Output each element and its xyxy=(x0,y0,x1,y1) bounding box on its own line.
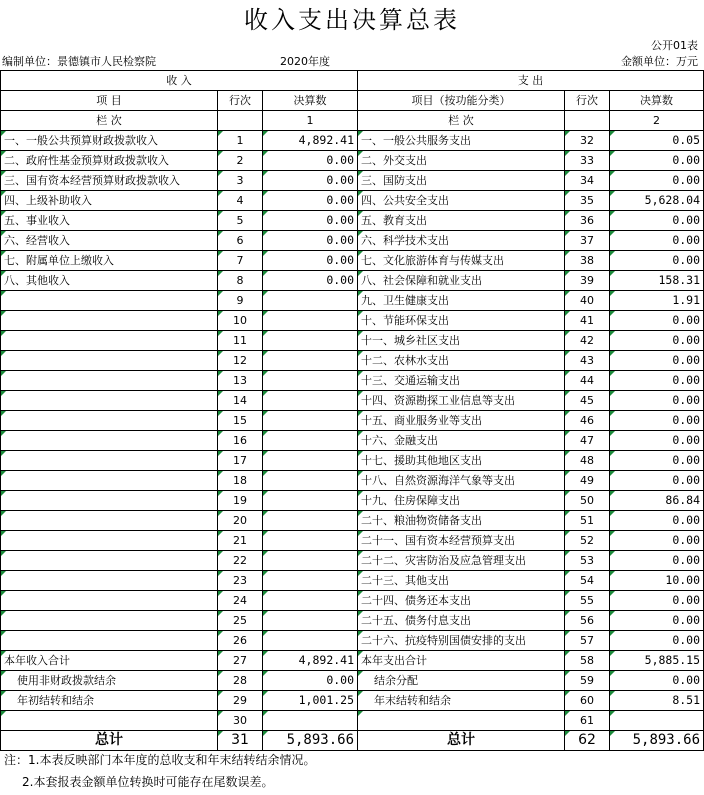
form-number: 公开01表 xyxy=(651,39,698,52)
income-header: 收 入 xyxy=(1,71,358,91)
income-row-no: 3 xyxy=(218,171,263,191)
income-amount xyxy=(263,631,358,651)
expense-row-no: 45 xyxy=(565,391,610,411)
expense-item: 十三、交通运输支出 xyxy=(358,371,565,391)
expense-amount: 0.00 xyxy=(610,671,704,691)
expense-amount: 5,628.04 xyxy=(610,191,704,211)
income-item xyxy=(1,511,218,531)
table-row xyxy=(1,551,704,571)
income-amount xyxy=(263,371,358,391)
expense-row-no: 53 xyxy=(565,551,610,571)
table-row xyxy=(1,691,704,711)
expense-amount: 0.00 xyxy=(610,151,704,171)
expense-amount: 0.00 xyxy=(610,331,704,351)
income-amount xyxy=(263,311,358,331)
income-amount xyxy=(263,511,358,531)
income-amount xyxy=(263,331,358,351)
income-item: 一、一般公共预算财政拨款收入 xyxy=(1,131,218,151)
table-row xyxy=(1,211,704,231)
expense-amount: 0.00 xyxy=(610,211,704,231)
expense-amount: 0.00 xyxy=(610,531,704,551)
income-total-amount: 5,893.66 xyxy=(263,731,358,751)
income-item xyxy=(1,551,218,571)
note-2: 2.本套报表金额单位转换时可能存在尾数误差。 xyxy=(22,775,274,789)
income-item xyxy=(1,571,218,591)
expense-item: 三、国防支出 xyxy=(358,171,565,191)
income-item xyxy=(1,431,218,451)
table-row xyxy=(1,171,704,191)
expense-row-no: 56 xyxy=(565,611,610,631)
report-title: 收入支出决算总表 xyxy=(244,6,460,34)
income-row-no: 22 xyxy=(218,551,263,571)
note-1: 注：1.本表反映部门本年度的总收支和年末结转结余情况。 xyxy=(4,753,316,767)
table-row xyxy=(1,571,704,591)
expense-item: 结余分配 xyxy=(358,671,565,691)
income-amount: 0.00 xyxy=(263,231,358,251)
table-row xyxy=(1,491,704,511)
income-row-no: 9 xyxy=(218,291,263,311)
income-row-no: 19 xyxy=(218,491,263,511)
income-amount xyxy=(263,571,358,591)
empty-cell xyxy=(218,111,263,131)
income-row-no: 17 xyxy=(218,451,263,471)
expense-item: 四、公共安全支出 xyxy=(358,191,565,211)
income-amount xyxy=(263,591,358,611)
income-item: 三、国有资本经营预算财政拨款收入 xyxy=(1,171,218,191)
income-row-no: 4 xyxy=(218,191,263,211)
expense-row-no: 33 xyxy=(565,151,610,171)
amount-header: 决算数 xyxy=(263,91,358,111)
expense-item: 十五、商业服务业等支出 xyxy=(358,411,565,431)
expense-amount: 158.31 xyxy=(610,271,704,291)
expense-total-amount: 5,893.66 xyxy=(610,731,704,751)
expense-row-no: 61 xyxy=(565,711,610,731)
item-header: 项 目 xyxy=(1,91,218,111)
table-row xyxy=(1,591,704,611)
expense-amount: 0.00 xyxy=(610,351,704,371)
expense-item: 二十五、债务付息支出 xyxy=(358,611,565,631)
income-total-row-no: 31 xyxy=(218,731,263,751)
income-amount: 0.00 xyxy=(263,191,358,211)
expense-row-no: 46 xyxy=(565,411,610,431)
income-amount: 0.00 xyxy=(263,211,358,231)
expense-item: 本年支出合计 xyxy=(358,651,565,671)
expense-item: 十九、住房保障支出 xyxy=(358,491,565,511)
expense-amount: 0.00 xyxy=(610,631,704,651)
income-item: 本年收入合计 xyxy=(1,651,218,671)
table-row xyxy=(1,191,704,211)
expense-item: 十六、金融支出 xyxy=(358,431,565,451)
expense-row-no: 41 xyxy=(565,311,610,331)
income-expense-table xyxy=(0,70,704,751)
table-row xyxy=(1,451,704,471)
table-row xyxy=(1,511,704,531)
income-amount: 4,892.41 xyxy=(263,651,358,671)
currency-unit: 金额单位：万元 xyxy=(621,55,698,68)
expense-amount: 0.00 xyxy=(610,591,704,611)
income-item: 使用非财政拨款结余 xyxy=(1,671,218,691)
table-row xyxy=(1,611,704,631)
expense-item: 十四、资源勘探工业信息等支出 xyxy=(358,391,565,411)
income-item xyxy=(1,351,218,371)
expense-row-no: 54 xyxy=(565,571,610,591)
income-amount xyxy=(263,411,358,431)
expense-row-no: 50 xyxy=(565,491,610,511)
expense-item: 十、节能环保支出 xyxy=(358,311,565,331)
income-amount: 0.00 xyxy=(263,671,358,691)
income-row-no: 23 xyxy=(218,571,263,591)
table-row xyxy=(1,311,704,331)
income-amount xyxy=(263,531,358,551)
expense-amount: 0.00 xyxy=(610,251,704,271)
expense-row-no: 42 xyxy=(565,331,610,351)
expense-amount: 0.00 xyxy=(610,231,704,251)
income-row-no: 12 xyxy=(218,351,263,371)
table-row xyxy=(1,431,704,451)
income-amount: 0.00 xyxy=(263,171,358,191)
expense-amount: 86.84 xyxy=(610,491,704,511)
expense-amount: 0.00 xyxy=(610,171,704,191)
income-item: 五、事业收入 xyxy=(1,211,218,231)
table-row xyxy=(1,711,704,731)
expense-item: 二十一、国有资本经营预算支出 xyxy=(358,531,565,551)
unit-name: 编制单位：景德镇市人民检察院 xyxy=(2,55,156,68)
income-item: 七、附属单位上缴收入 xyxy=(1,251,218,271)
row-no-header: 行次 xyxy=(565,91,610,111)
expense-item: 十七、援助其他地区支出 xyxy=(358,451,565,471)
income-row-no: 27 xyxy=(218,651,263,671)
table-row xyxy=(1,371,704,391)
expense-amount: 0.00 xyxy=(610,411,704,431)
income-item xyxy=(1,611,218,631)
income-amount xyxy=(263,711,358,731)
income-row-no: 6 xyxy=(218,231,263,251)
expense-item: 二、外交支出 xyxy=(358,151,565,171)
table-row xyxy=(1,131,704,151)
income-amount xyxy=(263,391,358,411)
income-row-no: 29 xyxy=(218,691,263,711)
expense-row-no: 34 xyxy=(565,171,610,191)
income-row-no: 11 xyxy=(218,331,263,351)
func-item-header: 项目（按功能分类） xyxy=(358,91,565,111)
expense-row-no: 52 xyxy=(565,531,610,551)
expense-item xyxy=(358,711,565,731)
expense-row-no: 58 xyxy=(565,651,610,671)
column-label: 栏 次 xyxy=(1,111,218,131)
expense-row-no: 47 xyxy=(565,431,610,451)
expense-row-no: 38 xyxy=(565,251,610,271)
expense-row-no: 37 xyxy=(565,231,610,251)
expense-row-no: 32 xyxy=(565,131,610,151)
column-number: 2 xyxy=(610,111,704,131)
expense-amount: 0.00 xyxy=(610,611,704,631)
expense-amount: 0.00 xyxy=(610,371,704,391)
income-row-no: 14 xyxy=(218,391,263,411)
expense-item: 七、文化旅游体育与传媒支出 xyxy=(358,251,565,271)
income-amount: 0.00 xyxy=(263,151,358,171)
expense-amount: 0.00 xyxy=(610,511,704,531)
income-item xyxy=(1,531,218,551)
income-item: 八、其他收入 xyxy=(1,271,218,291)
expense-item: 十二、农林水支出 xyxy=(358,351,565,371)
income-row-no: 2 xyxy=(218,151,263,171)
expense-row-no: 43 xyxy=(565,351,610,371)
expense-item: 八、社会保障和就业支出 xyxy=(358,271,565,291)
income-row-no: 1 xyxy=(218,131,263,151)
income-amount xyxy=(263,491,358,511)
expense-item: 二十、粮油物资储备支出 xyxy=(358,511,565,531)
expense-total-label: 总计 xyxy=(358,731,565,751)
expense-item: 九、卫生健康支出 xyxy=(358,291,565,311)
income-amount: 0.00 xyxy=(263,271,358,291)
table-row xyxy=(1,531,704,551)
income-item: 六、经营收入 xyxy=(1,231,218,251)
expense-amount: 0.00 xyxy=(610,471,704,491)
expense-row-no: 44 xyxy=(565,371,610,391)
income-item xyxy=(1,711,218,731)
expense-row-no: 59 xyxy=(565,671,610,691)
expense-item: 五、教育支出 xyxy=(358,211,565,231)
income-total-label: 总计 xyxy=(1,731,218,751)
row-no-header: 行次 xyxy=(218,91,263,111)
table-row xyxy=(1,271,704,291)
expense-amount: 5,885.15 xyxy=(610,651,704,671)
table-row xyxy=(1,391,704,411)
expense-amount: 8.51 xyxy=(610,691,704,711)
income-row-no: 24 xyxy=(218,591,263,611)
table-row xyxy=(1,231,704,251)
income-item xyxy=(1,631,218,651)
expense-amount xyxy=(610,711,704,731)
income-item xyxy=(1,491,218,511)
expense-row-no: 36 xyxy=(565,211,610,231)
table-row xyxy=(1,331,704,351)
income-item xyxy=(1,391,218,411)
table-row xyxy=(1,251,704,271)
income-row-no: 5 xyxy=(218,211,263,231)
expense-total-row-no: 62 xyxy=(565,731,610,751)
income-amount xyxy=(263,611,358,631)
expense-row-no: 51 xyxy=(565,511,610,531)
income-row-no: 8 xyxy=(218,271,263,291)
income-row-no: 15 xyxy=(218,411,263,431)
income-item xyxy=(1,591,218,611)
income-item xyxy=(1,291,218,311)
expense-amount: 0.00 xyxy=(610,391,704,411)
income-row-no: 13 xyxy=(218,371,263,391)
expense-header: 支 出 xyxy=(358,71,704,91)
report-year: 2020年度 xyxy=(280,55,330,68)
expense-row-no: 55 xyxy=(565,591,610,611)
expense-item: 一、一般公共服务支出 xyxy=(358,131,565,151)
expense-amount: 0.00 xyxy=(610,551,704,571)
income-item xyxy=(1,311,218,331)
expense-row-no: 48 xyxy=(565,451,610,471)
income-amount xyxy=(263,351,358,371)
table-row xyxy=(1,151,704,171)
income-row-no: 20 xyxy=(218,511,263,531)
expense-row-no: 49 xyxy=(565,471,610,491)
table-row xyxy=(1,411,704,431)
income-row-no: 18 xyxy=(218,471,263,491)
table-row xyxy=(1,291,704,311)
income-item xyxy=(1,371,218,391)
income-item: 年初结转和结余 xyxy=(1,691,218,711)
income-amount: 1,001.25 xyxy=(263,691,358,711)
income-item: 四、上级补助收入 xyxy=(1,191,218,211)
empty-cell xyxy=(565,111,610,131)
table-row xyxy=(1,631,704,651)
income-item xyxy=(1,411,218,431)
income-row-no: 28 xyxy=(218,671,263,691)
income-amount xyxy=(263,431,358,451)
income-item xyxy=(1,471,218,491)
column-label: 栏 次 xyxy=(358,111,565,131)
income-amount: 0.00 xyxy=(263,251,358,271)
income-row-no: 10 xyxy=(218,311,263,331)
income-amount xyxy=(263,551,358,571)
income-row-no: 25 xyxy=(218,611,263,631)
amount-header: 决算数 xyxy=(610,91,704,111)
expense-row-no: 39 xyxy=(565,271,610,291)
income-amount xyxy=(263,291,358,311)
income-amount: 4,892.41 xyxy=(263,131,358,151)
expense-amount: 1.91 xyxy=(610,291,704,311)
income-row-no: 26 xyxy=(218,631,263,651)
expense-item: 二十四、债务还本支出 xyxy=(358,591,565,611)
expense-item: 十八、自然资源海洋气象等支出 xyxy=(358,471,565,491)
expense-amount: 0.00 xyxy=(610,311,704,331)
expense-amount: 0.05 xyxy=(610,131,704,151)
expense-row-no: 40 xyxy=(565,291,610,311)
income-row-no: 7 xyxy=(218,251,263,271)
income-amount xyxy=(263,471,358,491)
income-item xyxy=(1,451,218,471)
table-row xyxy=(1,351,704,371)
expense-row-no: 57 xyxy=(565,631,610,651)
income-row-no: 30 xyxy=(218,711,263,731)
income-item xyxy=(1,331,218,351)
expense-amount: 10.00 xyxy=(610,571,704,591)
income-item: 二、政府性基金预算财政拨款收入 xyxy=(1,151,218,171)
total-row xyxy=(1,731,704,751)
table-row xyxy=(1,671,704,691)
expense-item: 二十三、其他支出 xyxy=(358,571,565,591)
expense-amount: 0.00 xyxy=(610,431,704,451)
expense-item: 十一、城乡社区支出 xyxy=(358,331,565,351)
expense-item: 二十六、抗疫特别国债安排的支出 xyxy=(358,631,565,651)
table-row xyxy=(1,651,704,671)
expense-row-no: 60 xyxy=(565,691,610,711)
table-row xyxy=(1,471,704,491)
income-row-no: 16 xyxy=(218,431,263,451)
expense-item: 年末结转和结余 xyxy=(358,691,565,711)
income-amount xyxy=(263,451,358,471)
income-row-no: 21 xyxy=(218,531,263,551)
expense-item: 六、科学技术支出 xyxy=(358,231,565,251)
column-number: 1 xyxy=(263,111,358,131)
expense-item: 二十二、灾害防治及应急管理支出 xyxy=(358,551,565,571)
expense-amount: 0.00 xyxy=(610,451,704,471)
expense-row-no: 35 xyxy=(565,191,610,211)
